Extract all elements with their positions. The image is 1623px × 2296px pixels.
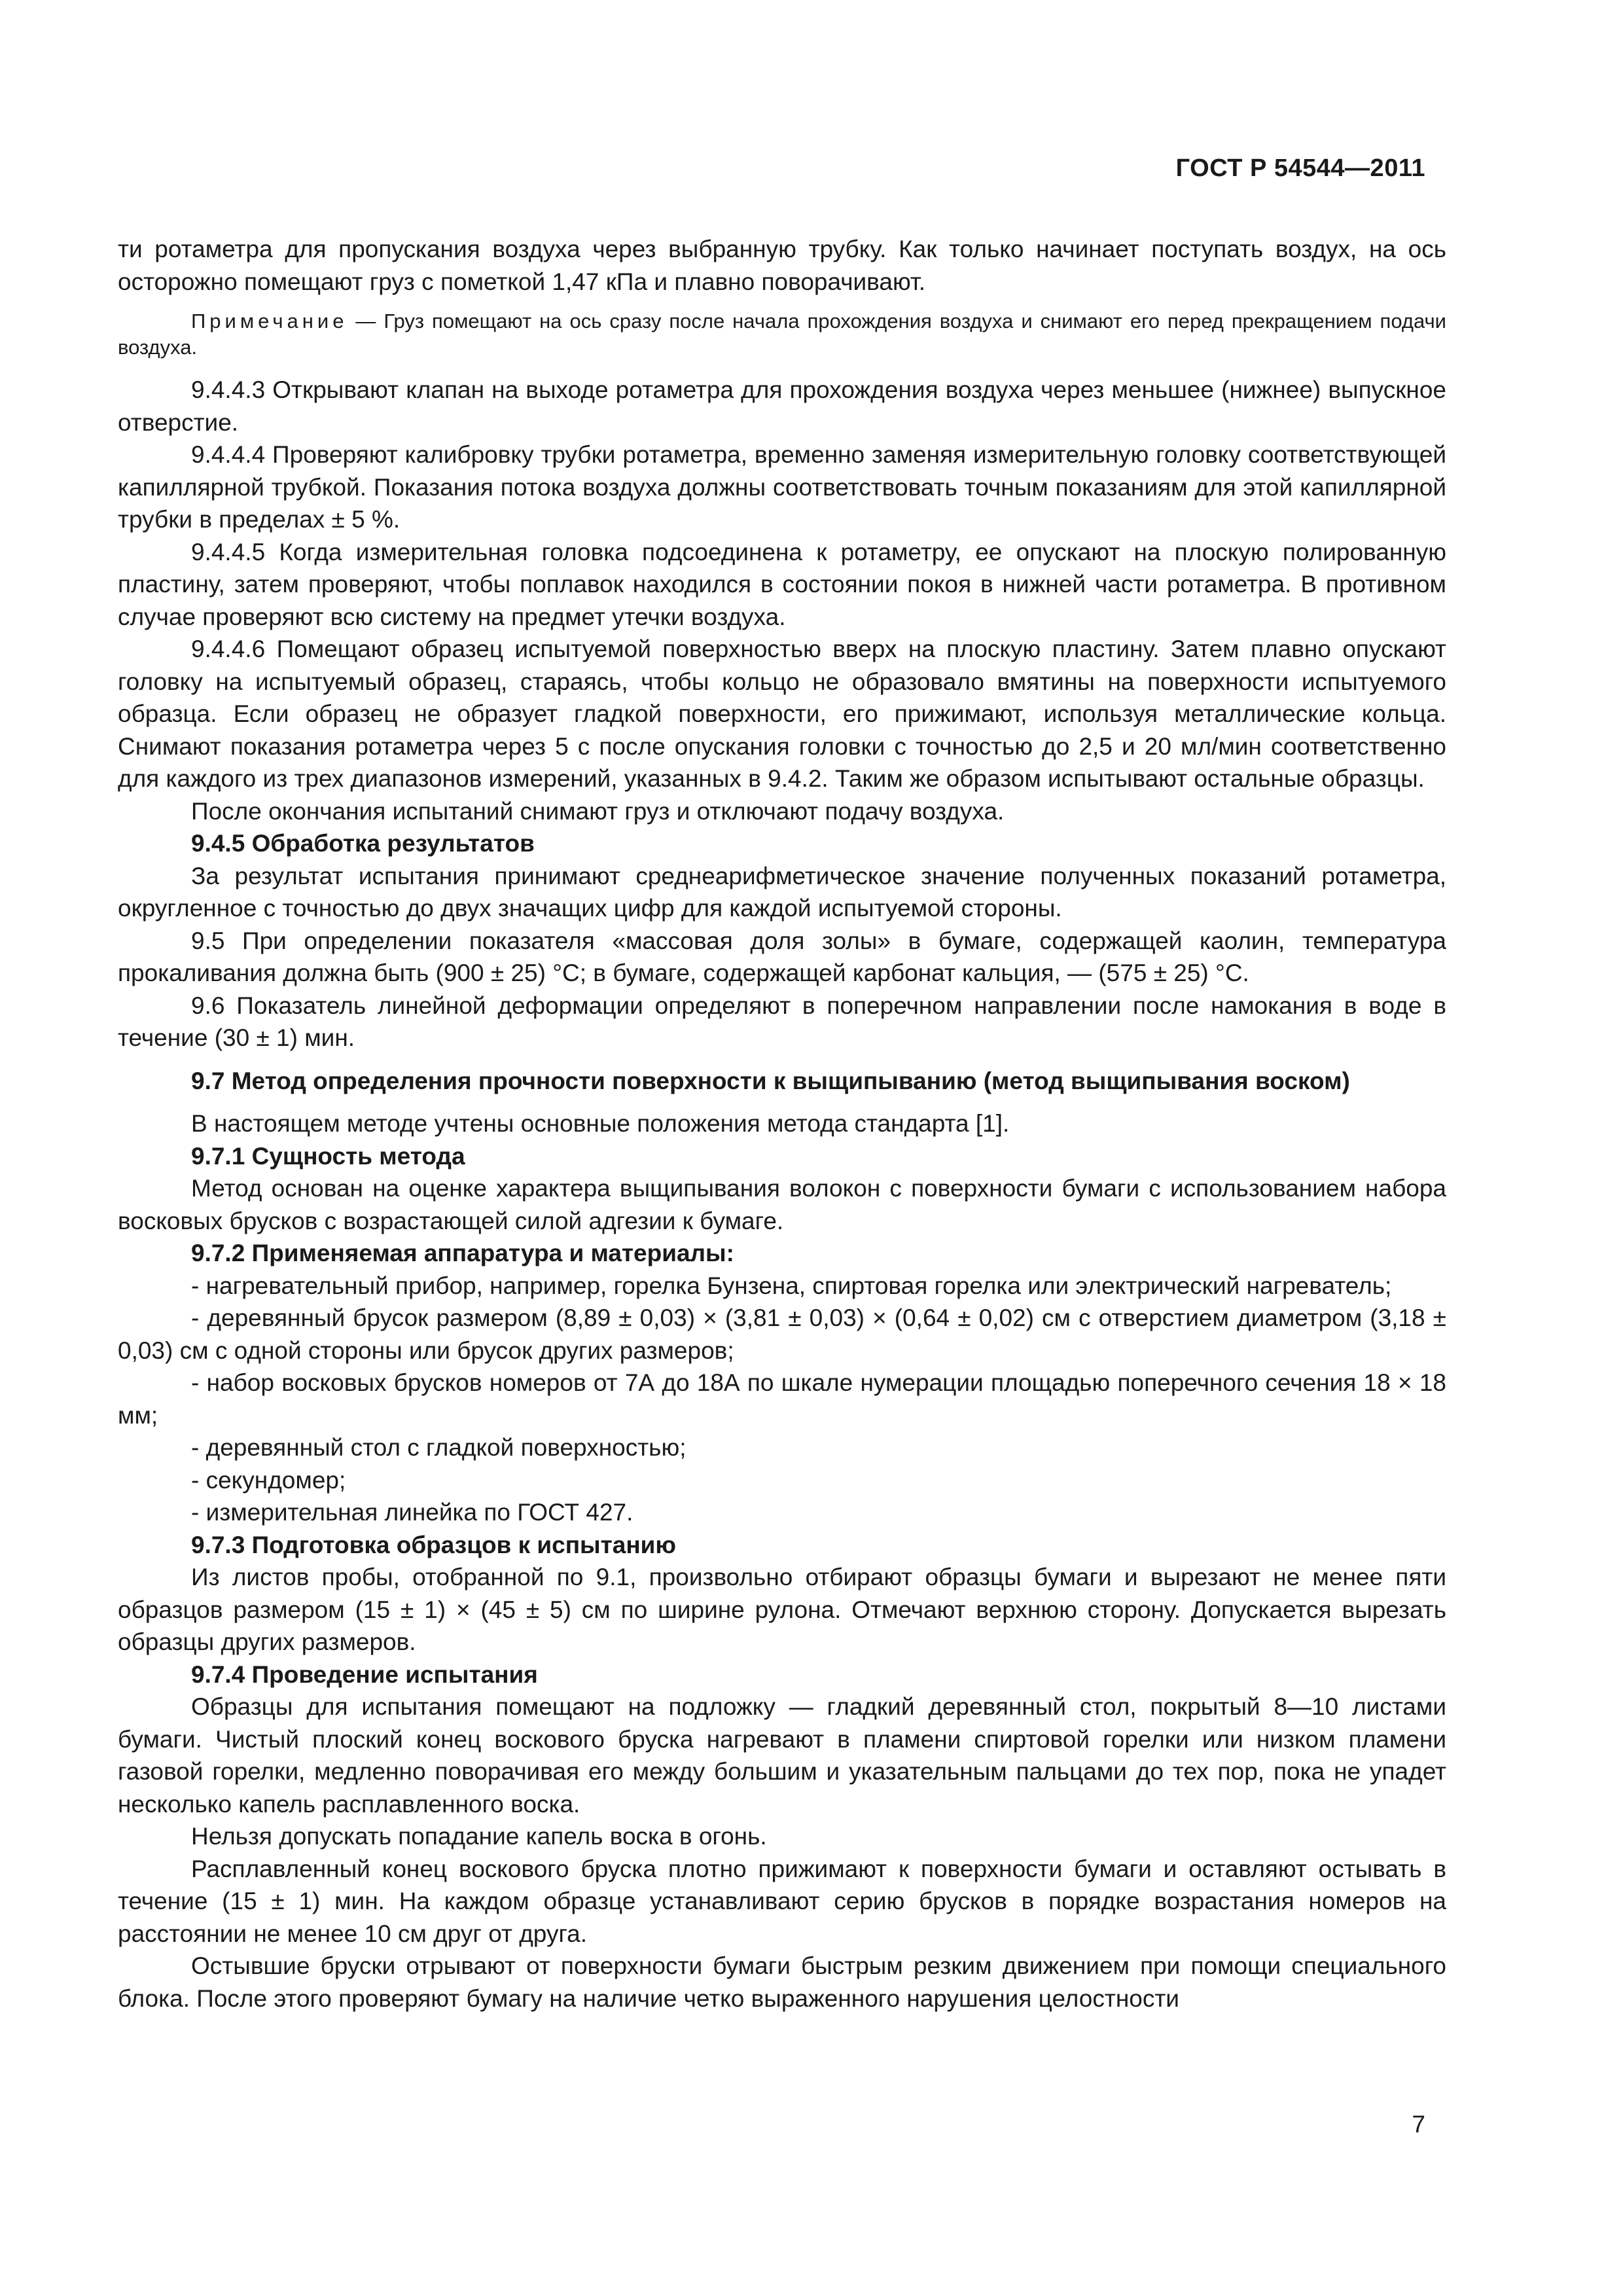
list-item-equipment: - набор восковых брусков номеров от 7А до 18А по шкале нумерации площадью поперечного сечения 18 × 18 мм; xyxy=(118,1369,1446,1429)
paragraph-9-7-4-a: Образцы для испытания помещают на подложку — гладкий деревянный стол, покрытый 8—10 листами бумаги. Чистый плоский конец воскового бруска нагревают в пламени спиртовой горелки или низком пламени газовой горелки, медленно поворачивая его между большим и указательным пальцами до тех пор, пока не упадет несколько капель расплавленного воска. xyxy=(118,1693,1446,1818)
paragraph-9-4-4-4: 9.4.4.4 Проверяют калибровку трубки ротаметра, временно заменяя измерительную головку соответствующей капиллярной трубкой. Показания потока воздуха должны соответствовать точным показаниям для этой капиллярной трубки в пределах ± 5 %. xyxy=(118,441,1446,533)
document-code-header: ГОСТ Р 54544—2011 xyxy=(1175,154,1425,182)
heading-9-7-2: 9.7.2 Применяемая аппаратура и материалы: xyxy=(191,1240,734,1266)
paragraph-9-4-5: За результат испытания принимают среднеарифметическое значение полученных показаний ротаметра, округленное с точностью до двух значащих цифр для каждой испытуемой стороны. xyxy=(118,862,1446,922)
paragraph-9-7-4-c: Расплавленный конец воскового бруска плотно прижимают к поверхности бумаги и оставляют остывать в течение (15 ± 1) мин. На каждом образце устанавливают серию брусков в порядке возрастания номеров на расстоянии не менее 10 см друг от друга. xyxy=(118,1855,1446,1947)
heading-9-7-4: 9.7.4 Проведение испытания xyxy=(191,1660,538,1688)
paragraph-9-5: 9.5 При определении показателя «массовая доля золы» в бумаге, содержащей каолин, температура прокаливания должна быть (900 ± 25) °С; в бумаге, содержащей карбонат кальция, — (575 ± 25) °С. xyxy=(118,927,1446,986)
note-text: — Груз помещают на ось сразу после начала прохождения воздуха и снимают его перед прекращением подачи воздуха. xyxy=(118,310,1446,359)
page-body xyxy=(118,233,1446,2015)
heading-9-4-5: 9.4.5 Обработка результатов xyxy=(191,830,535,857)
note xyxy=(118,308,1446,361)
paragraph-9-7: В настоящем методе учтены основные положения метода стандарта [1]. xyxy=(191,1110,1010,1137)
heading-9-7-3: 9.7.3 Подготовка образцов к испытанию xyxy=(191,1531,677,1558)
list-item-equipment: - измерительная линейка по ГОСТ 427. xyxy=(191,1499,633,1526)
paragraph-continuation: ти ротаметра для пропускания воздуха через выбранную трубку. Как только начинает поступать воздух, на ось осторожно помещают груз с пометкой 1,47 кПа и плавно поворачивают. xyxy=(118,236,1446,295)
page-number: 7 xyxy=(1412,2111,1425,2138)
paragraph-9-7-4-d: Остывшие бруски отрывают от поверхности бумаги быстрым резким движением при помощи специального блока. После этого проверяют бумагу на наличие четко выраженного нарушения целостности xyxy=(118,1952,1446,2012)
paragraph-after-test: После окончания испытаний снимают груз и отключают подачу воздуха. xyxy=(191,797,1005,825)
paragraph-9-7-1: Метод основан на оценке характера выщипывания волокон с поверхности бумаги с использованием набора восковых брусков с возрастающей силой адгезии к бумаге. xyxy=(118,1175,1446,1234)
list-item-equipment: - деревянный брусок размером (8,89 ± 0,03) × (3,81 ± 0,03) × (0,64 ± 0,02) см с отверстием диаметром (3,18 ± 0,03) см с одной стороны или брусок других размеров; xyxy=(118,1304,1446,1364)
paragraph-9-6: 9.6 Показатель линейной деформации определяют в поперечном направлении после намокания в воде в течение (30 ± 1) мин. xyxy=(118,992,1446,1051)
list-item-equipment: - секундомер; xyxy=(191,1466,346,1494)
list-item-equipment: - нагревательный прибор, например, горелка Бунзена, спиртовая горелка или электрический нагреватель; xyxy=(191,1272,1392,1299)
paragraph-9-7-4-b: Нельзя допускать попадание капель воска в огонь. xyxy=(191,1823,767,1850)
heading-9-7: 9.7 Метод определения прочности поверхности к выщипыванию (метод выщипывания воском) xyxy=(191,1067,1350,1094)
paragraph-9-7-3: Из листов пробы, отобранной по 9.1, произвольно отбирают образцы бумаги и вырезают не менее пяти образцов размером (15 ± 1) × (45 ± 5) см по ширине рулона. Отмечают верхнюю сторону. Допускается вырезать образцы других размеров. xyxy=(118,1564,1446,1655)
paragraph-9-4-4-3: 9.4.4.3 Открывают клапан на выходе ротаметра для прохождения воздуха через меньшее (нижнее) выпускное отверстие. xyxy=(118,376,1446,436)
paragraph-9-4-4-5: 9.4.4.5 Когда измерительная головка подсоединена к ротаметру, ее опускают на плоскую полированную пластину, затем проверяют, чтобы поплавок находился в состоянии покоя в нижней части ротаметра. В противном случае проверяют всю систему на предмет утечки воздуха. xyxy=(118,538,1446,630)
paragraph-9-4-4-6: 9.4.4.6 Помещают образец испытуемой поверхностью вверх на плоскую пластину. Затем плавно опускают головку на испытуемый образец, стараясь, чтобы кольцо не образовало вмятины на поверхности испытуемого образца. Если образец не образует гладкой поверхности, его прижимают, используя металлические кольца. Снимают показания ротаметра через 5 с после опускания головки с точностью до 2,5 и 20 мл/мин соответственно для каждого из трех диапазонов измерений, указанных в 9.4.2. Таким же образом испытывают остальные образцы. xyxy=(118,636,1446,792)
heading-9-7-1: 9.7.1 Сущность метода xyxy=(191,1142,465,1170)
note-label: Примечание xyxy=(191,310,348,332)
list-item-equipment: - деревянный стол с гладкой поверхностью; xyxy=(191,1434,687,1461)
